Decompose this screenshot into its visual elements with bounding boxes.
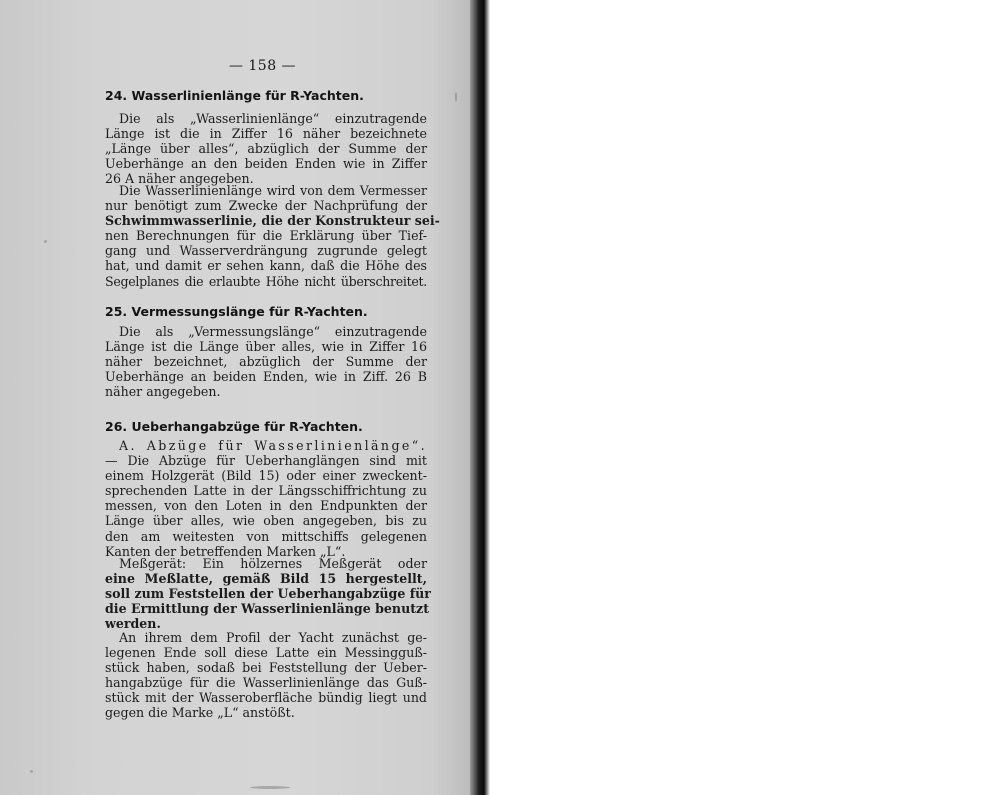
text-line: „Länge über alles“, abzüglich der Summe der [105, 141, 427, 157]
text-line: gegen die Marke „L“ anstößt. [105, 705, 295, 721]
text-line: Ueberhänge an beiden Enden, wie in Ziff. 26 B [105, 369, 427, 385]
text-line: Die als „Wasserlinienlänge“ einzutragende [119, 111, 427, 126]
text-line: — Die Abzüge für Ueberhanglängen sind mit [105, 453, 427, 469]
text-line: Länge ist die Länge über alles, wie in Ziffer 16 [105, 339, 427, 355]
text-line: näher angegeben. [105, 384, 221, 400]
text-line: 26 A näher angegeben. [105, 171, 254, 187]
text-line: den am weitesten von mittschiffs gelegenen [105, 528, 427, 544]
text-line: soll zum Feststellen der Ueberhangabzüge für [105, 586, 431, 602]
text-line: sprechenden Latte in der Längsschiffrichtung zu [105, 483, 427, 499]
section-24-paragraph-1 [105, 111, 427, 186]
paper-speck [455, 92, 457, 102]
text-line: Länge ist die in Ziffer 16 näher bezeichnete [105, 126, 427, 142]
paper-speck [250, 786, 290, 789]
text-line: hat, und damit er sehen kann, daß die Höhe des [105, 258, 427, 274]
text-line: nen Berechnungen für die Erklärung über Tief- [105, 228, 427, 244]
text-line: die Ermittlung der Wasserlinienlänge benutzt [105, 601, 430, 617]
text-line: A. Abzüge für Wasserlinienlänge“. [119, 438, 427, 453]
text-line: Meßgerät: Ein hölzernes Meßgerät oder [119, 556, 427, 571]
section-26-paragraph-2 [105, 556, 431, 632]
section-26-paragraph-1 [105, 438, 427, 559]
text-line: messen, von den Loten in den Endpunkten der [105, 498, 427, 514]
paper-speck [44, 240, 47, 243]
section-heading-24: 24. Wasserlinienlänge für R-Yachten. [105, 88, 364, 103]
text-line: Länge über alles, wie oben angegeben, bis zu [105, 513, 427, 529]
section-24-paragraph-2 [105, 183, 440, 289]
text-line: nur benötigt zum Zwecke der Nachprüfung der [105, 198, 427, 214]
section-26-paragraph-3 [105, 630, 427, 721]
text-line: hangabzüge für die Wasserlinienlänge das Guß- [105, 675, 427, 691]
page-number: — 158 — [228, 58, 297, 74]
text-line: näher bezeichnet, abzüglich der Summe der [105, 354, 427, 370]
text-line: Segelplanes die erlaubte Höhe nicht überschreitet. [105, 273, 427, 289]
text-line: legenen Ende soll diese Latte ein Messingguß- [105, 645, 427, 661]
section-heading-25: 25. Vermessungslänge für R-Yachten. [105, 304, 368, 319]
paper-speck [30, 770, 33, 773]
text-line: Ueberhänge an den beiden Enden wie in Ziffer [105, 156, 427, 172]
text-line: stück haben, sodaß bei Feststellung der Ueber- [105, 660, 427, 676]
text-line: Die als „Vermessungslänge“ einzutragende [119, 324, 427, 339]
text-line: einem Holzgerät (Bild 15) oder einer zweckent- [105, 468, 427, 484]
text-line: stück mit der Wasseroberfläche bündig liegt und [105, 690, 427, 706]
text-line: Die Wasserlinienlänge wird von dem Vermesser [119, 183, 427, 198]
text-line: An ihrem dem Profil der Yacht zunächst ge- [119, 630, 427, 645]
text-line: Schwimmwasserlinie, die der Konstrukteur sei- [105, 213, 440, 229]
section-heading-26: 26. Ueberhangabzüge für R-Yachten. [105, 419, 363, 434]
text-line: werden. [105, 616, 161, 632]
text-line: gang und Wasserverdrängung zugrunde gelegt [105, 243, 427, 259]
section-25-paragraph-1 [105, 324, 427, 399]
text-line: eine Meßlatte, gemäß Bild 15 hergestellt, [105, 571, 427, 587]
text-line: Kanten der betreffenden Marken „L“. [105, 543, 346, 559]
book-page [0, 0, 478, 795]
book-gutter-shadow [470, 0, 490, 795]
